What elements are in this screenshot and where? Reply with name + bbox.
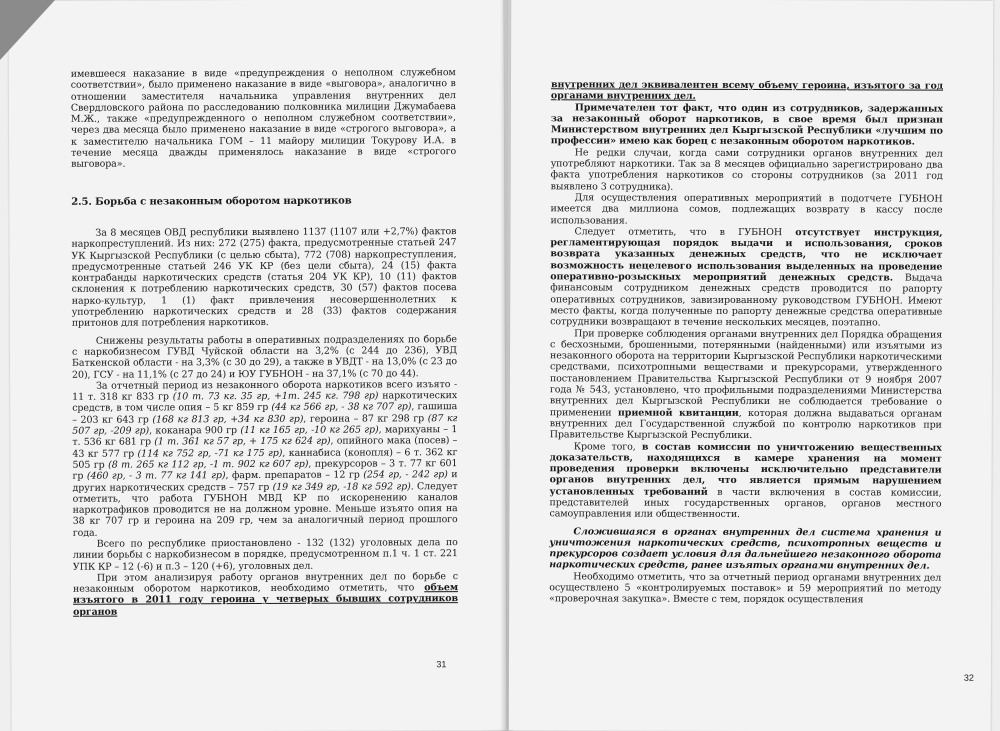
paragraph: Сложившаяся в органах внутренних дел система хранения и уничтожения наркотических средств, психотропных веществ и прекурсоров создает условия для дальнейшего незаконного оборота наркотических средств, ранее изъятых органами внутренних дел.	[549, 525, 942, 573]
paragraph: За 8 месяцев ОВД республики выявлено 1137 (1107 или +2,7%) фактов наркопреступлений. Из них: 272 (275) факта, предусмотренные статьей 247 УК Кыргызской Республики (с целью сбыта), 772 (708) наркопреступления, предусмотренные статьей 246 УК КР (без цели сбыта), 24 (15) факта контрабанды наркотических средств (статья 204 УК КР), 10 (11) фактов склонения к потреблению наркотических средств, 30 (57) фактов посева нарко-культур, 1 (1) факт привлечения несовершеннолетних к употреблению наркотических средств и 28 (33) фактов содержания притонов для потребления наркотиков.	[71, 226, 457, 330]
left-page	[8, 0, 506, 731]
folded-corner	[0, 0, 55, 60]
paragraph-last: При этом анализируя работу органов внутренних дел по борьбе с незаконным оборотом наркотиков, необходимо отметить, что объем изъятого в 2011 году героина у четверых бывших сотрудников органов	[72, 571, 459, 618]
page-number: 32	[963, 672, 974, 683]
paragraph: Примечателен тот факт, что один из сотрудников, задержанных за незаконный оборот наркотиков, в свое время был признан Министерством внутренних дел Кыргызской Республики «лучшим по профессии» имею как борец с незаконным оборотом наркотиков.	[550, 101, 943, 149]
seizure-paragraph: За отчетный период из незаконного оборота наркотиков всего изъято - 11 т. 318 кг 833 гр (10 т. 73 кг. 35 гр, +1т. 245 кг. 798 гр) наркотических средств, в том числе опия – 5 кг 859 гр (44 кг 566 гр, - 38 кг 707 гр), гашиша – 203 кг 643 гр (168 кг 813 гр, +34 кг 830 гр), героина – 87 кг 298 гр (87 кг 507 гр, -209 гр), коканара 900 гр (11 кг 165 гр, -10 кг 265 гр), марихуаны – 1 т. 536 кг 681 гр (1 т. 361 кг 57 гр, + 175 кг 624 гр), опийного мака (посев) – 43 кг 577 гр (114 кг 752 гр, -71 кг 175 гр), каннабиса (конопля) – 6 т. 362 кг 505 гр (8 т. 265 кг 112 гр, -1 т. 902 кг 607 гр), прекурсоров – 3 т. 77 кг 601 гр (460 гр, - 3 т. 77 кг 141 гр), фарм. препаратов – 12 гр (254 гр, - 242 гр) и других наркотических средств – 757 гр (19 кг 349 гр, -18 кг 592 гр). Следует отметить, что работа ГУБНОН МВД КР по искоренению каналов наркотрафиков проводится не на должном уровне. Меньше изъято опия на 38 кг 707 гр и героина на 209 гр, чем за аналогичный период прошлого года.	[72, 378, 458, 539]
page-number: 31	[436, 659, 447, 670]
paragraph: Следует отметить, что в ГУБНОН отсутствует инструкция, регламентирующая порядок выдачи и использования, сроков возврата указанных денежных средств, что не исключает возможность нецелевого использования выделенных на проведение оперативно-розыскных мероприятий денежных средств. Выдача финансовым сотрудником денежных средств проводится по рапорту оперативных сотрудников, завизированному руководством ГУБНОН. Имеют место факты, когда полученные по рапорту денежные средства оперативные сотрудники возвращают в течение нескольких месяцев, поэтапно.	[550, 226, 943, 329]
right-page-text	[549, 79, 943, 606]
paragraph: Необходимо отметить, что за отчетный период органами внутренних дел осуществлено 5 «контролируемых поставок» и 59 мероприятий по методу «проверочная закупка». Вместе с тем, порядок осуществления	[549, 571, 942, 606]
paragraph: Кроме того, в состав комиссии по уничтожению вещественных доказательств, находящихся в камере хранения на момент проведения проверки включены исключительно представители органов внутренних дел, что является прямым нарушением установленных требований в части включения в состав комиссии, представителей иных государственных органов, органов местного самоуправления или общественности.	[549, 440, 942, 521]
paragraph: Не редки случаи, когда сами сотрудники органов внутренних дел употребляют наркотики. Так за 8 месяцев официально зарегистрировано два факта употребления наркотиков со стороны сотрудников (за 2011 год выявлено 3 сотрудника).	[550, 147, 943, 193]
paragraph: имевшееся наказание в виде «предупреждения о неполном служебном соответствии», было применено наказание в виде «выговора», аналогично в отношении заместителя начальника управления внутренних дел Свердловского района по расследованию полковника милиции Джумабаева М.Ж., также «предупрежденного о неполном служебном соответствии», через два месяца было применено наказание в виде «строгого выговора», а к заместителю начальника ГОМ – 11 майору милиции Токурову И.А. в течение месяца дважды применялось наказание в виде «строгого выговора».	[70, 67, 457, 171]
section-title: 2.5. Борьба с незаконным оборотом наркотиков	[71, 195, 352, 208]
continued-bold-text: внутренних дел эквивалентен всему объему героина, изъятого за год органами внутренних дел.	[550, 79, 943, 103]
paragraph: При проверке соблюдения органами внутренних дел Порядка обращения с бесхозными, брошенными, потерянными (найденными) или изъятыми из незаконного оборота на территории Кыргызской Республики наркотическими средствами, психотропными веществами и прекурсорами, утвержденного постановлением Правительства Кыргызской Республики от 9 ноября 2007 года № 543, установлено, что профильными подразделениями Министерства внутренних дел Кыргызской Республики не соблюдается требование о применении приемной квитанции, которая должна выдаваться органам внутренних дел Государственной службой по контролю наркотиков при Правительстве Кыргызской Республики.	[549, 327, 943, 442]
left-page-text	[71, 67, 458, 618]
paragraph: Для осуществления оперативных мероприятий в подотчете ГУБНОН имеется два миллиона сомов, подлежащих возврату в кассу после использования.	[550, 192, 943, 227]
paragraph: Снижены результаты работы в оперативных подразделениях по борьбе с наркобизнесом ГУВД Чуйской области на 3,2% (с 244 до 236), УВД Баткенской области - на 3,3% (с 30 до 29), а также в УВДТ - на 13,0% (с 23 до 20), ГСУ - на 11,1% (с 27 до 24) и ЮУ ГУБНОН - на 37,1% (с 70 до 44).	[71, 333, 458, 381]
right-page	[509, 0, 994, 731]
paragraph: Всего по республике приостановлено - 132 (132) уголовных дела по линии борьбы с наркобизнесом в порядке, предусмотренном п.1 ч. 1 ст. 221 УПК КР – 12 (-6) и п.3 – 120 (+6), уголовных дел.	[72, 537, 458, 573]
